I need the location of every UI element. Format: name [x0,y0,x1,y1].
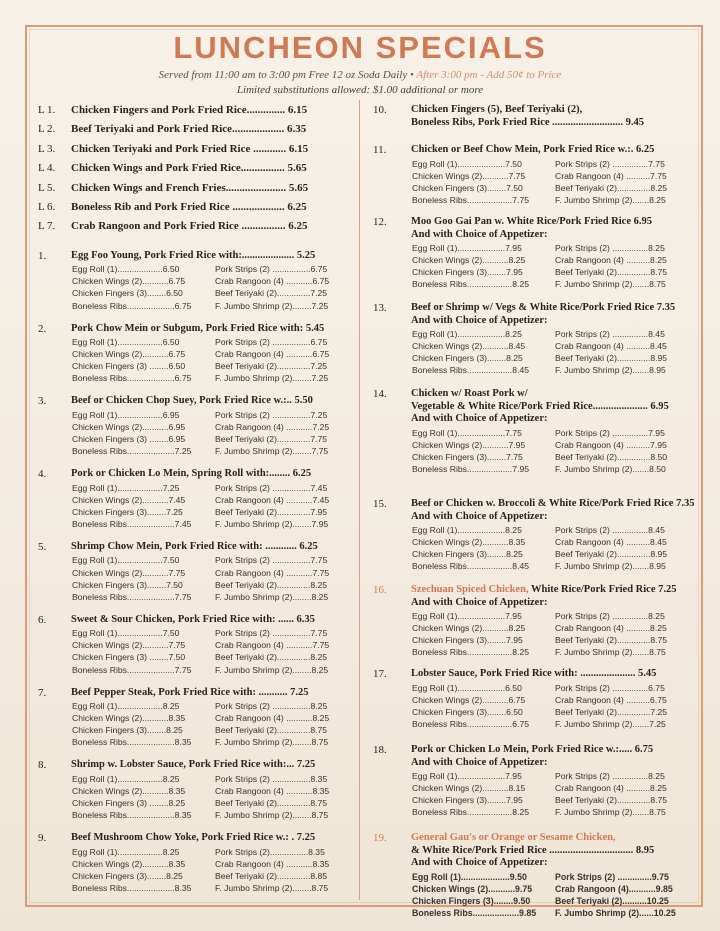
appetizer-option: Crab Rangoon (4) ..........7.75 [555,170,667,181]
item-title-line: And with Choice of Appetizer: [411,756,548,768]
item-title-line: Beef or Chicken w. Broccoli & White Rice/Pork Fried Rice 7.35 [411,498,695,509]
item-title-line: Beef or Shrimp w/ Vegs & White Rice/Pork Fried Rice 7.35 [411,302,676,313]
appetizer-option: Chicken Wings (2)...........8.35 [72,785,186,796]
lunch-combo-row [38,201,338,220]
appetizer-option: F. Jumbo Shrimp (2).......8.95 [555,561,666,572]
appetizer-option: Egg Roll (1)....................9.50 [412,871,527,882]
appetizer-option: Beef Teriyaki (2)..............7.25 [215,361,328,372]
appetizer-option: Chicken Wings (2)...........7.95 [412,439,526,450]
appetizer-option: Egg Roll (1)...................7.25 [72,482,180,493]
appetizer-options [373,242,683,290]
appetizer-option: Pork Strips (2) ................6.75 [215,337,328,348]
appetizer-option: Chicken Fingers (3)........7.50 [72,579,183,590]
appetizer-option: Chicken Wings (2)...........6.75 [72,276,186,287]
appetizer-option: Pork Strips (2)................8.35 [215,846,325,857]
item-number: 17. [373,668,387,680]
right-column [373,104,695,931]
appetizer-options [373,770,683,818]
appetizer-option: Chicken Wings (2)...........7.75 [72,567,186,578]
appetizer-option: Beef Teriyaki (2)..............8.50 [555,451,668,462]
appetizer-option: Beef Teriyaki (2)..............8.25 [215,652,328,663]
appetizer-option: Boneless Ribs...................8.25 [412,279,530,290]
item-title-line: And with Choice of Appetizer: [411,228,548,240]
menu-item [38,323,338,396]
appetizer-options [373,524,683,572]
appetizer-option: Beef Teriyaki (2)..............7.25 [215,288,328,299]
appetizer-option: F. Jumbo Shrimp (2)........7.25 [215,300,329,311]
appetizer-option: F. Jumbo Shrimp (2)........7.25 [215,373,329,384]
appetizer-option: Chicken Wings (2)...........8.35 [72,858,186,869]
item-title-line: And with Choice of Appetizer: [411,413,548,424]
item-title-line: Chicken Fingers (5), Beef Teriyaki (2), [411,104,583,115]
item-title-line: Lobster Sauce, Pork Fried Rice with: ..................... 5.45 [411,668,657,679]
menu-item [373,498,695,584]
appetizer-option: Egg Roll (1)...................7.50 [72,628,180,639]
item-title-line: And with Choice of Appetizer: [411,596,548,608]
item-title: Pork or Chicken Lo Mein, Spring Roll with:........ 6.25 [71,468,312,480]
appetizer-option: Chicken Fingers (3) ........7.50 [72,652,186,663]
lunch-combo-row [38,104,338,123]
appetizer-option: F. Jumbo Shrimp (2)........7.75 [215,446,329,457]
item-number: 4. [38,468,47,481]
appetizer-option: F. Jumbo Shrimp (2).......8.75 [555,279,666,290]
item-number: 3. [38,395,47,408]
appetizer-option: Chicken Fingers (3) ........8.25 [72,798,186,808]
lunch-combo-row [38,143,338,162]
appetizer-option: Crab Rangoon (4) ...........7.75 [215,640,330,651]
appetizer-option: Boneless Ribs...................9.85 [412,907,537,918]
appetizer-options [38,554,338,602]
appetizer-option: Beef Teriyaki (2)..............8.25 [555,182,668,193]
item-title: Beef or Chicken Chop Suey, Pork Fried Rice w.:.. 5.50 [71,395,313,407]
item-number: L 3. [38,142,56,155]
appetizer-option: Beef Teriyaki (2)..............8.25 [215,579,328,590]
appetizer-option: F. Jumbo Shrimp (2).......8.75 [555,647,666,658]
item-number: L 6. [38,200,56,213]
item-number: 19. [373,832,387,844]
left-column [38,104,338,905]
appetizer-option: Egg Roll (1)...................8.25 [72,701,180,712]
menu-item [373,388,683,498]
appetizer-option: Pork Strips (2) ...............8.25 [555,243,665,253]
column-divider [359,100,360,900]
menu-item [38,541,338,614]
appetizer-option: Pork Strips (2) ................8.35 [215,773,328,784]
appetizer-option: Egg Roll (1)...................6.50 [72,337,180,348]
menu-item [373,668,683,744]
appetizer-option: Chicken Fingers (3)........8.25 [72,870,183,881]
hours-note [0,69,720,81]
appetizer-option: Chicken Wings (2)...........8.15 [412,783,526,794]
appetizer-option: Pork Strips (2) ...............8.45 [555,525,665,535]
appetizer-option: Chicken Fingers (3)........9.50 [412,895,531,906]
appetizer-option: Crab Rangoon (4) ...........7.75 [215,567,330,578]
item-number: 7. [38,686,47,699]
item-title-line: Chicken w/ Roast Pork w/ [411,388,528,399]
appetizer-option: Pork Strips (2) ..............9.75 [555,871,669,882]
appetizer-option: Egg Roll (1)...................7.50 [72,555,180,566]
appetizer-option: Chicken Wings (2)...........8.35 [412,537,526,548]
appetizer-option: Chicken Fingers (3)........7.95 [412,635,523,646]
item-title-line: And with Choice of Appetizer: [411,314,548,326]
lunch-combo-row [38,182,338,201]
appetizer-option: Chicken Wings (2)...........8.35 [72,713,186,724]
appetizer-option: F. Jumbo Shrimp (2).......8.95 [555,365,666,376]
appetizer-options [373,328,683,376]
menu-item [373,832,683,931]
item-title: Pork Chow Mein or Subgum, Pork Fried Rice with: 5.45 [71,322,325,334]
appetizer-option: Egg Roll (1)....................7.95 [412,243,522,253]
appetizer-option: Boneless Ribs...................7.75 [412,194,530,205]
appetizer-option: F. Jumbo Shrimp (2)........8.25 [215,591,329,602]
menu-item [373,744,683,832]
item-title-line: Moo Goo Gai Pan w. White Rice/Pork Fried Rice 6.95 [411,216,652,227]
appetizer-option: Boneless Ribs...................8.25 [412,807,530,818]
appetizer-options [373,610,683,658]
appetizer-option: Egg Roll (1)....................7.50 [412,158,522,169]
item-text: Chicken Fingers and Pork Fried Rice.............. 6.15 [71,104,308,116]
appetizer-option: Beef Teriyaki (2)..............8.75 [215,725,328,736]
appetizer-option: Boneless Ribs...................8.45 [412,365,530,376]
appetizer-option: Chicken Wings (2)...........7.45 [72,494,186,505]
appetizer-option: Crab Rangoon (4) ..........8.25 [555,783,667,794]
appetizer-options [38,773,338,821]
appetizer-option: Chicken Fingers (3)........7.25 [72,506,183,517]
appetizer-option: Crab Rangoon (4) ...........8.35 [215,858,330,869]
appetizer-option: Egg Roll (1)....................6.50 [412,682,522,693]
appetizer-option: Boneless Ribs....................7.45 [72,518,192,529]
appetizer-option: Egg Roll (1)....................7.75 [412,427,522,438]
appetizer-options [373,682,683,730]
menu-item [373,584,683,668]
item-number: 18. [373,744,387,756]
item-number: 5. [38,540,47,553]
appetizer-option: Egg Roll (1)....................8.25 [412,329,522,339]
appetizer-option: Egg Roll (1)...................8.25 [72,773,180,784]
menu-item [38,395,338,468]
item-number: L 7. [38,220,56,233]
appetizer-option: Crab Rangoon (4) ..........7.95 [555,439,667,450]
menu-item [38,687,338,760]
item-title: Sweet & Sour Chicken, Pork Fried Rice with: ...... 6.35 [71,613,315,625]
appetizer-option: Beef Teriyaki (2)..............8.75 [555,635,668,646]
appetizer-option: Egg Roll (1)....................7.95 [412,611,522,621]
item-number: 2. [38,322,47,335]
appetizer-option: Boneless Ribs...................6.75 [412,718,530,729]
item-text: Crab Rangoon and Pork Fried Rice ................ 6.25 [71,220,308,233]
appetizer-options [38,409,338,457]
appetizer-option: Boneless Ribs....................7.75 [72,664,192,675]
appetizer-option: Chicken Fingers (3)........7.75 [412,451,523,462]
appetizer-option: F. Jumbo Shrimp (2).......8.75 [555,807,666,818]
appetizer-option: Egg Roll (1)...................6.95 [72,409,180,420]
appetizer-option: Crab Rangoon (4) ...........8.35 [215,785,330,796]
appetizer-option: Chicken Wings (2)...........9.75 [412,883,533,894]
menu-item [373,216,683,302]
appetizer-option: Chicken Wings (2)...........7.75 [72,640,186,651]
menu-item [373,144,683,216]
appetizer-option: Chicken Wings (2)...........8.25 [412,623,526,634]
item-number: L 2. [38,123,56,136]
appetizer-option: Beef Teriyaki (2)..............7.95 [215,506,328,517]
appetizer-option: Beef Teriyaki (2)..............8.75 [555,267,668,278]
appetizer-option: Chicken Fingers (3)........6.50 [412,706,523,717]
appetizer-option: Pork Strips (2) ................7.25 [215,409,328,420]
appetizer-option: Boneless Ribs....................8.35 [72,737,192,748]
appetizer-option: Chicken Fingers (3)........7.95 [412,795,523,806]
item-title-line: And with Choice of Appetizer: [411,857,548,868]
menu-item [38,250,338,323]
appetizer-option: Beef Teriyaki (2)..............8.75 [215,798,328,808]
appetizer-option: Crab Rangoon (4)...........9.85 [555,883,673,894]
page-title: LUNCHEON SPECIALS [173,30,547,65]
appetizer-option: Boneless Ribs....................6.75 [72,373,192,384]
appetizer-option: Crab Rangoon (4) ..........8.25 [555,255,667,266]
item-text: Chicken Wings and Pork Fried Rice................ 5.65 [71,162,307,175]
menu-item [373,302,683,388]
item-title: Shrimp Chow Mein, Pork Fried Rice with: ............ 6.25 [71,540,318,552]
appetizer-option: Chicken Wings (2)...........6.75 [72,349,186,360]
item-text: Beef Teriyaki and Pork Fried Rice................... 6.35 [71,123,307,136]
menu-item [38,832,338,905]
appetizer-option: Crab Rangoon (4) ...........6.75 [215,276,330,287]
item-number: 9. [38,832,47,845]
appetizer-option: Chicken Fingers (3)........6.50 [72,288,183,299]
appetizer-option: Crab Rangoon (4) ..........8.45 [555,341,667,352]
appetizer-option: Crab Rangoon (4) ...........7.45 [215,494,330,505]
appetizer-option: Chicken Wings (2)...........8.45 [412,341,526,352]
appetizer-option: Pork Strips (2) ...............7.75 [555,158,665,169]
appetizer-option: Pork Strips (2) ................6.75 [215,264,328,275]
appetizer-option: Boneless Ribs....................7.25 [72,446,192,457]
appetizer-option: Beef Teriyaki (2)..........10.25 [555,895,669,906]
appetizer-option: Boneless Ribs....................7.75 [72,591,192,602]
appetizer-option: Egg Roll (1)...................6.50 [72,264,180,275]
item-title-line: Boneless Ribs, Pork Fried Rice ........................... 9.45 [411,116,645,128]
item-title-line: Szechuan Spiced Chicken, White Rice/Pork Fried Rice 7.25 [411,584,677,595]
appetizer-option: Boneless Ribs....................8.35 [72,882,192,893]
item-title-line [373,832,683,845]
appetizer-option: F. Jumbo Shrimp (2).......8.25 [555,194,666,205]
appetizer-option: Pork Strips (2) ................7.75 [215,555,328,566]
substitution-note: Limited substitutions allowed: $1.00 additional or more [236,84,484,96]
appetizer-option: Beef Teriyaki (2)..............8.95 [555,549,668,560]
item-number: 8. [38,759,47,772]
item-number: 14. [373,388,387,400]
item-title-line: Vegetable & White Rice/Pork Fried Rice..................... 6.95 [411,400,669,412]
appetizer-options [373,871,683,919]
appetizer-option: Pork Strips (2) ...............6.75 [555,682,665,693]
appetizer-option: Pork Strips (2) ...............8.45 [555,329,665,339]
appetizer-option: Pork Strips (2) ................8.25 [215,701,328,712]
item-title: Beef Mushroom Chow Yoke, Pork Fried Rice w.: . 7.25 [71,832,316,844]
featured-dish-name: General Gau's or Orange or Sesame Chicken, [411,832,616,843]
menu-item [38,468,338,541]
item-number: 6. [38,613,47,626]
appetizer-option: Boneless Ribs....................6.75 [72,300,192,311]
appetizer-option: F. Jumbo Shrimp (2).......8.50 [555,463,666,474]
item-title: Shrimp w. Lobster Sauce, Pork Fried Rice with:... 7.25 [71,759,316,771]
hours-text: Served from 11:00 am to 3:00 pm Free 12 oz Soda Daily • [158,69,414,81]
appetizer-option: Chicken Fingers (3)........8.25 [72,725,183,736]
item-number: 1. [38,249,47,262]
appetizer-option: Beef Teriyaki (2)..............8.75 [555,795,668,806]
appetizer-options [38,846,338,894]
appetizer-options [38,263,338,311]
appetizer-option: Boneless Ribs...................8.45 [412,561,530,572]
item-title-line: & White Rice/Pork Fried Rice ................................ 8.95 [411,844,655,856]
appetizer-option: Pork Strips (2) ................7.45 [215,482,328,493]
appetizer-option: Chicken Fingers (3)........7.50 [412,182,523,193]
lunch-combo-row [38,123,338,142]
appetizer-option: Boneless Ribs....................8.35 [72,810,192,821]
item-number: 10. [373,104,387,116]
lunch-combo-row [38,220,338,239]
appetizer-option: Chicken Fingers (3) ........6.50 [72,361,186,372]
item-title: Beef Pepper Steak, Pork Fried Rice with: ........... 7.25 [71,686,309,698]
appetizer-option: Egg Roll (1)...................8.25 [72,846,180,857]
appetizer-option: Chicken Fingers (3)........8.25 [412,353,523,364]
lunch-combo-row [38,162,338,181]
featured-dish-name: Szechuan Spiced Chicken, [411,584,529,595]
appetizer-option: F. Jumbo Shrimp (2)........7.95 [215,518,329,529]
appetizer-option: Pork Strips (2) ................7.75 [215,628,328,639]
appetizer-option: Egg Roll (1)....................8.25 [412,525,522,535]
appetizer-options [38,336,338,384]
appetizer-options [373,158,683,206]
appetizer-option: Beef Teriyaki (2)..............7.25 [555,706,668,717]
appetizer-option: Beef Teriyaki (2)..............8.85 [215,870,328,881]
appetizer-option: Egg Roll (1)....................7.95 [412,771,522,781]
appetizer-option: Crab Rangoon (4) ...........6.75 [215,349,330,360]
item-number: L 1. [38,104,56,116]
item-title-line: And with Choice of Appetizer: [411,510,548,522]
item-number: L 4. [38,162,56,175]
appetizer-option: F. Jumbo Shrimp (2)........8.75 [215,810,329,821]
after-hours-note: After 3:00 pm - Add 50¢ to Price [416,69,562,81]
item-text: Chicken Teriyaki and Pork Fried Rice ............ 6.15 [71,142,309,155]
item-number: 16. [373,584,387,596]
item-title-line: Chicken or Beef Chow Mein, Pork Fried Rice w.:. 6.25 [411,144,655,155]
appetizer-options [373,427,683,475]
item-number: 15. [373,498,387,510]
menu-item [373,104,683,144]
appetizer-option: Pork Strips (2) ...............7.95 [555,427,665,438]
appetizer-option: F. Jumbo Shrimp (2)........8.25 [215,664,329,675]
appetizer-options [38,627,338,675]
appetizer-option: Chicken Wings (2)...........7.75 [412,170,526,181]
item-number: L 5. [38,181,56,194]
appetizer-option: Chicken Wings (2)...........6.75 [412,694,526,705]
appetizer-option: Pork Strips (2) ...............8.25 [555,611,665,621]
appetizer-options [38,700,338,748]
item-number: 12. [373,216,387,228]
item-title-line: Pork or Chicken Lo Mein, Pork Fried Rice w.:..... 6.75 [411,744,654,755]
menu-item [38,614,338,687]
menu-item [38,759,338,832]
appetizer-option: Beef Teriyaki (2)..............8.95 [555,353,668,364]
appetizer-option: F. Jumbo Shrimp (2)......10.25 [555,907,676,918]
item-text: Boneless Rib and Pork Fried Rice ................... 6.25 [71,200,307,213]
appetizer-option: Crab Rangoon (4) ...........7.25 [215,421,330,432]
item-number: 13. [373,302,387,314]
appetizer-option: F. Jumbo Shrimp (2)........8.75 [215,737,329,748]
appetizer-option: F. Jumbo Shrimp (2).......7.25 [555,718,666,729]
appetizer-option: Chicken Fingers (3) ........6.95 [72,434,186,445]
appetizer-option: Crab Rangoon (4) ..........6.75 [555,694,667,705]
appetizer-options [38,482,338,530]
appetizer-option: Chicken Wings (2)...........8.25 [412,255,526,266]
appetizer-option: Boneless Ribs...................8.25 [412,647,530,658]
appetizer-option: Crab Rangoon (4) ...........8.25 [215,713,330,724]
appetizer-option: Chicken Wings (2)...........6.95 [72,421,186,432]
appetizer-option: Beef Teriyaki (2)..............7.75 [215,434,328,445]
appetizer-option: Crab Rangoon (4) ..........8.25 [555,623,667,634]
item-text: Chicken Wings and French Fries...................... 5.65 [71,181,309,194]
item-title: Egg Foo Young, Pork Fried Rice with:.................... 5.25 [71,249,316,261]
appetizer-option: F. Jumbo Shrimp (2)........8.75 [215,882,329,893]
item-number: 11. [373,144,387,156]
appetizer-option: Boneless Ribs...................7.95 [412,463,530,474]
appetizer-option: Chicken Fingers (3)........7.95 [412,267,523,278]
appetizer-option: Pork Strips (2) ...............8.25 [555,771,665,781]
appetizer-option: Crab Rangoon (4) ..........8.45 [555,537,667,548]
appetizer-option: Chicken Fingers (3)........8.25 [412,549,523,560]
